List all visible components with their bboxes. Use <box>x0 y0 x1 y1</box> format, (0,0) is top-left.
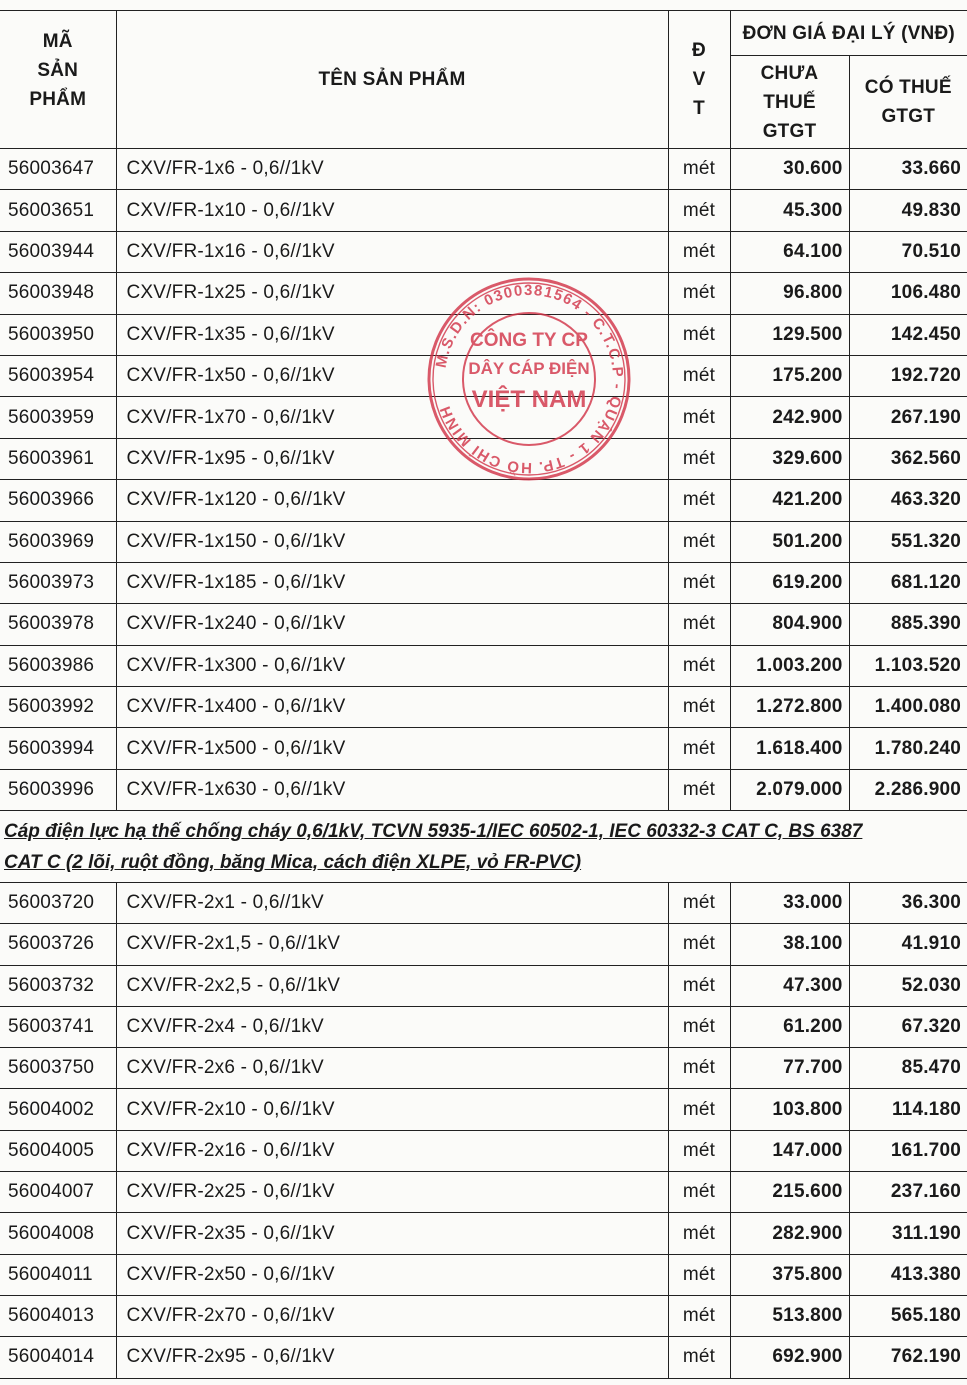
price-with-vat: 1.400.080 <box>849 687 967 728</box>
product-name: CXV/FR-2x25 - 0,6//1kV <box>116 1172 668 1213</box>
price-before-vat: 804.900 <box>730 604 849 645</box>
product-code: 56003750 <box>0 1048 116 1089</box>
price-before-vat: 77.700 <box>730 1048 849 1089</box>
price-before-vat: 421.200 <box>730 480 849 521</box>
product-code: 56004011 <box>0 1254 116 1295</box>
price-before-vat: 1.003.200 <box>730 645 849 686</box>
table-row <box>0 1254 967 1295</box>
price-with-vat: 362.560 <box>849 438 967 479</box>
table-row <box>0 355 967 396</box>
price-before-vat: 329.600 <box>730 438 849 479</box>
product-name: CXV/FR-2x10 - 0,6//1kV <box>116 1089 668 1130</box>
product-code: 56004002 <box>0 1089 116 1130</box>
header-product-code: MÃ SẢN PHẨM <box>0 11 116 149</box>
price-before-vat: 64.100 <box>730 231 849 272</box>
product-name: CXV/FR-1x630 - 0,6//1kV <box>116 769 668 810</box>
header-unit: Đ V T <box>668 11 730 149</box>
product-code: 56003720 <box>0 883 116 924</box>
product-name: CXV/FR-2x70 - 0,6//1kV <box>116 1295 668 1336</box>
section-title <box>4 816 959 878</box>
product-code: 56003969 <box>0 521 116 562</box>
seal-company-line-2: DÂY CÁP ĐIỆN <box>468 359 590 378</box>
table-row <box>0 314 967 355</box>
table-row <box>0 1213 967 1254</box>
unit-cell: mét <box>668 687 730 728</box>
header-price-before-vat: CHƯA THUẾ GTGT <box>730 56 849 149</box>
price-with-vat: 551.320 <box>849 521 967 562</box>
product-code: 56003978 <box>0 604 116 645</box>
unit-cell: mét <box>668 924 730 965</box>
table-row <box>0 1130 967 1171</box>
product-code: 56003959 <box>0 397 116 438</box>
product-code: 56003950 <box>0 314 116 355</box>
table-row <box>0 687 967 728</box>
table-row <box>0 924 967 965</box>
product-code: 56004007 <box>0 1172 116 1213</box>
product-name: CXV/FR-1x400 - 0,6//1kV <box>116 687 668 728</box>
product-name: CXV/FR-1x95 - 0,6//1kV <box>116 438 668 479</box>
unit-cell: mét <box>668 645 730 686</box>
product-name: CXV/FR-1x10 - 0,6//1kV <box>116 190 668 231</box>
table-row <box>0 604 967 645</box>
price-with-vat: 1.103.520 <box>849 645 967 686</box>
price-with-vat: 681.120 <box>849 562 967 603</box>
product-name: CXV/FR-2x1 - 0,6//1kV <box>116 883 668 924</box>
price-with-vat: 565.180 <box>849 1295 967 1336</box>
product-name: CXV/FR-2x1,5 - 0,6//1kV <box>116 924 668 965</box>
table-row <box>0 1089 967 1130</box>
price-before-vat: 692.900 <box>730 1337 849 1378</box>
price-before-vat: 619.200 <box>730 562 849 603</box>
table-row <box>0 728 967 769</box>
product-name: CXV/FR-2x2,5 - 0,6//1kV <box>116 965 668 1006</box>
product-name: CXV/FR-1x35 - 0,6//1kV <box>116 314 668 355</box>
price-before-vat: 33.000 <box>730 883 849 924</box>
unit-cell: mét <box>668 480 730 521</box>
product-code: 56004008 <box>0 1213 116 1254</box>
product-name: CXV/FR-2x50 - 0,6//1kV <box>116 1254 668 1295</box>
price-before-vat: 513.800 <box>730 1295 849 1336</box>
price-before-vat: 175.200 <box>730 355 849 396</box>
product-name: CXV/FR-1x185 - 0,6//1kV <box>116 562 668 603</box>
product-name: CXV/FR-2x35 - 0,6//1kV <box>116 1213 668 1254</box>
price-before-vat: 38.100 <box>730 924 849 965</box>
price-with-vat: 885.390 <box>849 604 967 645</box>
product-name: CXV/FR-1x150 - 0,6//1kV <box>116 521 668 562</box>
unit-cell: mét <box>668 728 730 769</box>
table-row <box>0 965 967 1006</box>
table-row <box>0 438 967 479</box>
table-row <box>0 1337 967 1378</box>
price-before-vat: 147.000 <box>730 1130 849 1171</box>
unit-cell: mét <box>668 149 730 190</box>
unit-cell: mét <box>668 1172 730 1213</box>
product-name: CXV/FR-1x500 - 0,6//1kV <box>116 728 668 769</box>
product-code: 56003992 <box>0 687 116 728</box>
section-title-line-1: Cáp điện lực hạ thế chống cháy 0,6/1kV, TCVN 5935-1/IEC 60502-1, IEC 60332-3 CAT C, BS 6387 <box>4 821 863 842</box>
product-code: 56003961 <box>0 438 116 479</box>
price-before-vat: 129.500 <box>730 314 849 355</box>
price-before-vat: 103.800 <box>730 1089 849 1130</box>
table-row <box>0 1172 967 1213</box>
price-table-single-core <box>0 10 967 811</box>
product-code: 56003948 <box>0 273 116 314</box>
price-with-vat: 413.380 <box>849 1254 967 1295</box>
price-before-vat: 501.200 <box>730 521 849 562</box>
price-before-vat: 45.300 <box>730 190 849 231</box>
price-before-vat: 282.900 <box>730 1213 849 1254</box>
unit-cell: mét <box>668 1295 730 1336</box>
table-row <box>0 521 967 562</box>
price-before-vat: 61.200 <box>730 1006 849 1047</box>
price-with-vat: 142.450 <box>849 314 967 355</box>
price-with-vat: 52.030 <box>849 965 967 1006</box>
product-code: 56004014 <box>0 1337 116 1378</box>
seal-ring-textpath: M.S.D.N: 0300381564 - C.T.C.P - QUẬN 1 - TP. HỒ CHÍ MINH <box>432 281 627 477</box>
table2-body <box>0 883 967 1379</box>
unit-cell: mét <box>668 397 730 438</box>
price-with-vat: 2.286.900 <box>849 769 967 810</box>
unit-cell: mét <box>668 521 730 562</box>
table-header-row <box>0 11 967 56</box>
table-row <box>0 1006 967 1047</box>
table-row <box>0 149 967 190</box>
table1-body <box>0 11 967 811</box>
seal-company-line-1: CÔNG TY CP <box>470 330 588 351</box>
price-with-vat: 762.190 <box>849 1337 967 1378</box>
price-before-vat: 47.300 <box>730 965 849 1006</box>
price-with-vat: 106.480 <box>849 273 967 314</box>
product-name: CXV/FR-2x6 - 0,6//1kV <box>116 1048 668 1089</box>
unit-cell: mét <box>668 1337 730 1378</box>
section-title-line-2: CAT C (2 lõi, ruột đồng, băng Mica, cách điện XLPE, vỏ FR-PVC) <box>4 852 582 873</box>
table-row <box>0 562 967 603</box>
table-row <box>0 273 967 314</box>
unit-cell: mét <box>668 355 730 396</box>
unit-cell: mét <box>668 562 730 603</box>
table-row <box>0 231 967 272</box>
product-code: 56004005 <box>0 1130 116 1171</box>
price-before-vat: 30.600 <box>730 149 849 190</box>
product-code: 56003996 <box>0 769 116 810</box>
product-name: CXV/FR-2x16 - 0,6//1kV <box>116 1130 668 1171</box>
unit-cell: mét <box>668 231 730 272</box>
table-row <box>0 645 967 686</box>
table-row <box>0 1295 967 1336</box>
price-with-vat: 311.190 <box>849 1213 967 1254</box>
price-with-vat: 237.160 <box>849 1172 967 1213</box>
price-with-vat: 33.660 <box>849 149 967 190</box>
table-row <box>0 1048 967 1089</box>
price-before-vat: 96.800 <box>730 273 849 314</box>
product-name: CXV/FR-1x16 - 0,6//1kV <box>116 231 668 272</box>
product-code: 56003966 <box>0 480 116 521</box>
header-dealer-price: ĐƠN GIÁ ĐẠI LÝ (VNĐ) <box>730 11 967 56</box>
price-with-vat: 36.300 <box>849 883 967 924</box>
product-name: CXV/FR-1x240 - 0,6//1kV <box>116 604 668 645</box>
table-row <box>0 769 967 810</box>
product-name: CXV/FR-1x25 - 0,6//1kV <box>116 273 668 314</box>
table-row <box>0 397 967 438</box>
price-with-vat: 1.780.240 <box>849 728 967 769</box>
product-code: 56003986 <box>0 645 116 686</box>
price-before-vat: 375.800 <box>730 1254 849 1295</box>
product-name: CXV/FR-1x6 - 0,6//1kV <box>116 149 668 190</box>
product-code: 56003732 <box>0 965 116 1006</box>
header-product-name: TÊN SẢN PHẨM <box>116 11 668 149</box>
price-before-vat: 2.079.000 <box>730 769 849 810</box>
price-with-vat: 70.510 <box>849 231 967 272</box>
price-with-vat: 49.830 <box>849 190 967 231</box>
product-name: CXV/FR-1x120 - 0,6//1kV <box>116 480 668 521</box>
unit-cell: mét <box>668 273 730 314</box>
price-before-vat: 215.600 <box>730 1172 849 1213</box>
product-code: 56003741 <box>0 1006 116 1047</box>
table-row <box>0 480 967 521</box>
product-code: 56003726 <box>0 924 116 965</box>
price-table-two-core <box>0 882 967 1379</box>
unit-cell: mét <box>668 1048 730 1089</box>
price-with-vat: 463.320 <box>849 480 967 521</box>
header-price-with-vat: CÓ THUẾ GTGT <box>849 56 967 149</box>
price-with-vat: 67.320 <box>849 1006 967 1047</box>
unit-cell: mét <box>668 1089 730 1130</box>
price-before-vat: 242.900 <box>730 397 849 438</box>
unit-cell: mét <box>668 965 730 1006</box>
product-code: 56003647 <box>0 149 116 190</box>
unit-cell: mét <box>668 190 730 231</box>
price-before-vat: 1.272.800 <box>730 687 849 728</box>
product-name: CXV/FR-1x300 - 0,6//1kV <box>116 645 668 686</box>
price-with-vat: 267.190 <box>849 397 967 438</box>
product-code: 56003973 <box>0 562 116 603</box>
price-with-vat: 192.720 <box>849 355 967 396</box>
table-row <box>0 190 967 231</box>
product-name: CXV/FR-1x70 - 0,6//1kV <box>116 397 668 438</box>
product-code: 56004013 <box>0 1295 116 1336</box>
product-code: 56003994 <box>0 728 116 769</box>
price-with-vat: 114.180 <box>849 1089 967 1130</box>
unit-cell: mét <box>668 1006 730 1047</box>
unit-cell: mét <box>668 314 730 355</box>
price-with-vat: 41.910 <box>849 924 967 965</box>
unit-cell: mét <box>668 438 730 479</box>
unit-cell: mét <box>668 883 730 924</box>
price-with-vat: 85.470 <box>849 1048 967 1089</box>
unit-cell: mét <box>668 1254 730 1295</box>
product-code: 56003944 <box>0 231 116 272</box>
table-row <box>0 883 967 924</box>
price-before-vat: 1.618.400 <box>730 728 849 769</box>
unit-cell: mét <box>668 1213 730 1254</box>
unit-cell: mét <box>668 1130 730 1171</box>
unit-cell: mét <box>668 769 730 810</box>
product-name: CXV/FR-1x50 - 0,6//1kV <box>116 355 668 396</box>
price-with-vat: 161.700 <box>849 1130 967 1171</box>
seal-company-line-3: VIỆT NAM <box>471 386 587 413</box>
product-code: 56003651 <box>0 190 116 231</box>
product-name: CXV/FR-2x4 - 0,6//1kV <box>116 1006 668 1047</box>
unit-cell: mét <box>668 604 730 645</box>
product-name: CXV/FR-2x95 - 0,6//1kV <box>116 1337 668 1378</box>
product-code: 56003954 <box>0 355 116 396</box>
